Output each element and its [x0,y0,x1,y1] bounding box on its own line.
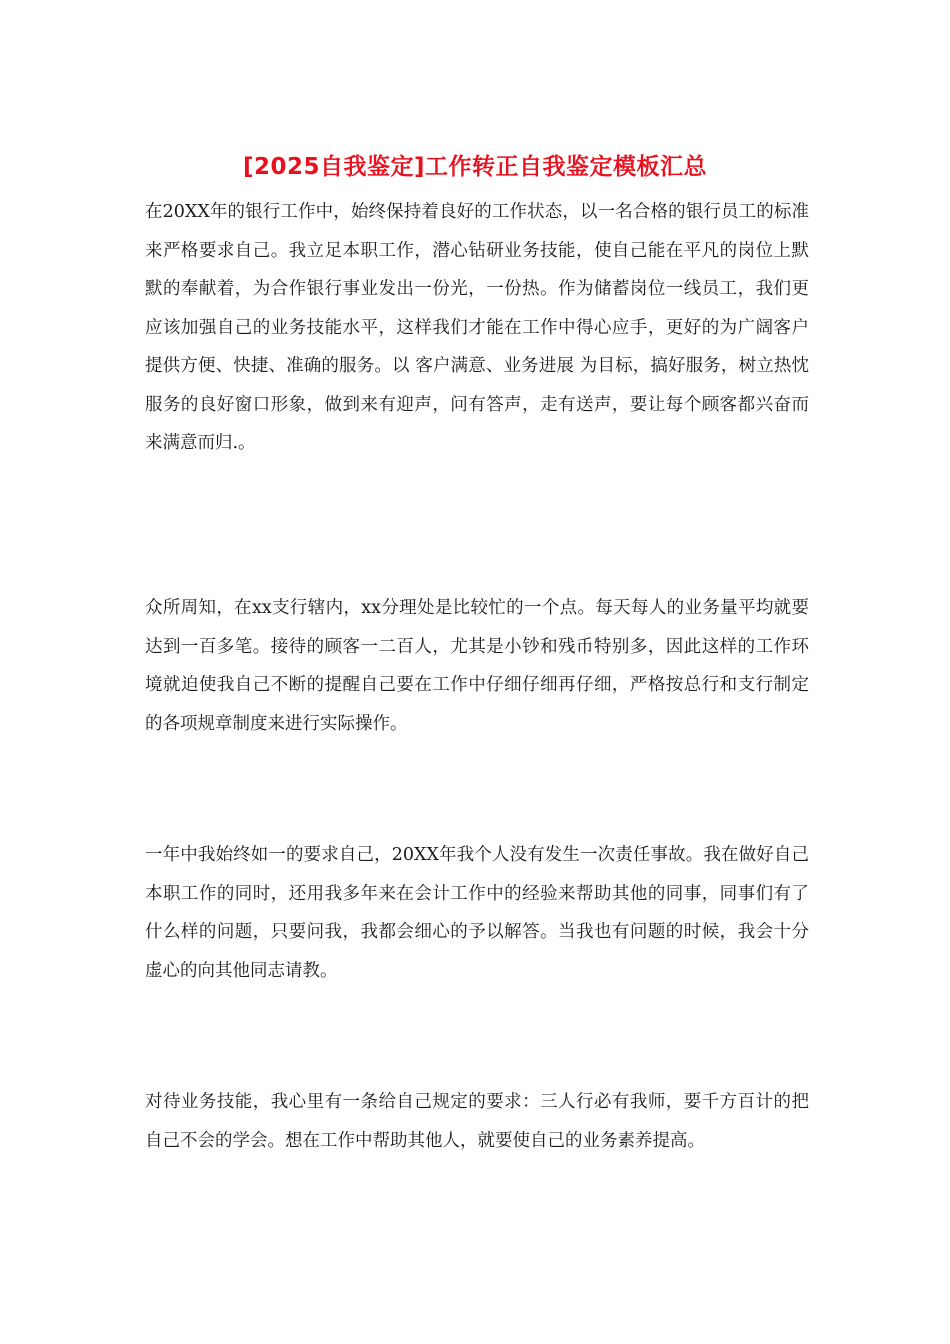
paragraph-4: 对待业务技能，我心里有一条给自己规定的要求：三人行必有我师，要千方百计的把自己不会的学会。想在工作中帮助其他人，就要使自己的业务素养提高。 [145,1092,809,1151]
paragraph-3: 一年中我始终如一的要求自己，20XX年我个人没有发生一次责任事故。我在做好自己本职工作的同时，还用我多年来在会计工作中的经验来帮助其他的同事，同事们有了什么样的问题，只要问我，我都会细心的予以解答。当我也有问题的时候，我会十分虚心的向其他同志请教。 [145,845,809,981]
paragraph-1: 在20XX年的银行工作中，始终保持着良好的工作状态，以一名合格的银行员工的标准来严格要求自己。我立足本职工作，潜心钻研业务技能，使自己能在平凡的岗位上默默的奉献着，为合作银行事业发出一份光，一份热。作为储蓄岗位一线员工，我们更应该加强自己的业务技能水平，这样我们才能在工作中得心应手，更好的为广阔客户提供方便、快捷、准确的服务。以 客户满意、业务进展 为目标，搞好服务，树立热忱服务的良好窗口形象，做到来有迎声，问有答声，走有送声，要让每个顾客都兴奋而来满意而归.。 [145,202,809,453]
paragraph-2: 众所周知，在xx支行辖内，xx分理处是比较忙的一个点。每天每人的业务量平均就要达到一百多笔。接待的顾客一二百人，尤其是小钞和残币特别多，因此这样的工作环境就迫使我自己不断的提醒自己要在工作中仔细仔细再仔细，严格按总行和支行制定的各项规章制度来进行实际操作。 [145,598,809,734]
document-title: [2025自我鉴定]工作转正自我鉴定模板汇总 [242,154,708,180]
